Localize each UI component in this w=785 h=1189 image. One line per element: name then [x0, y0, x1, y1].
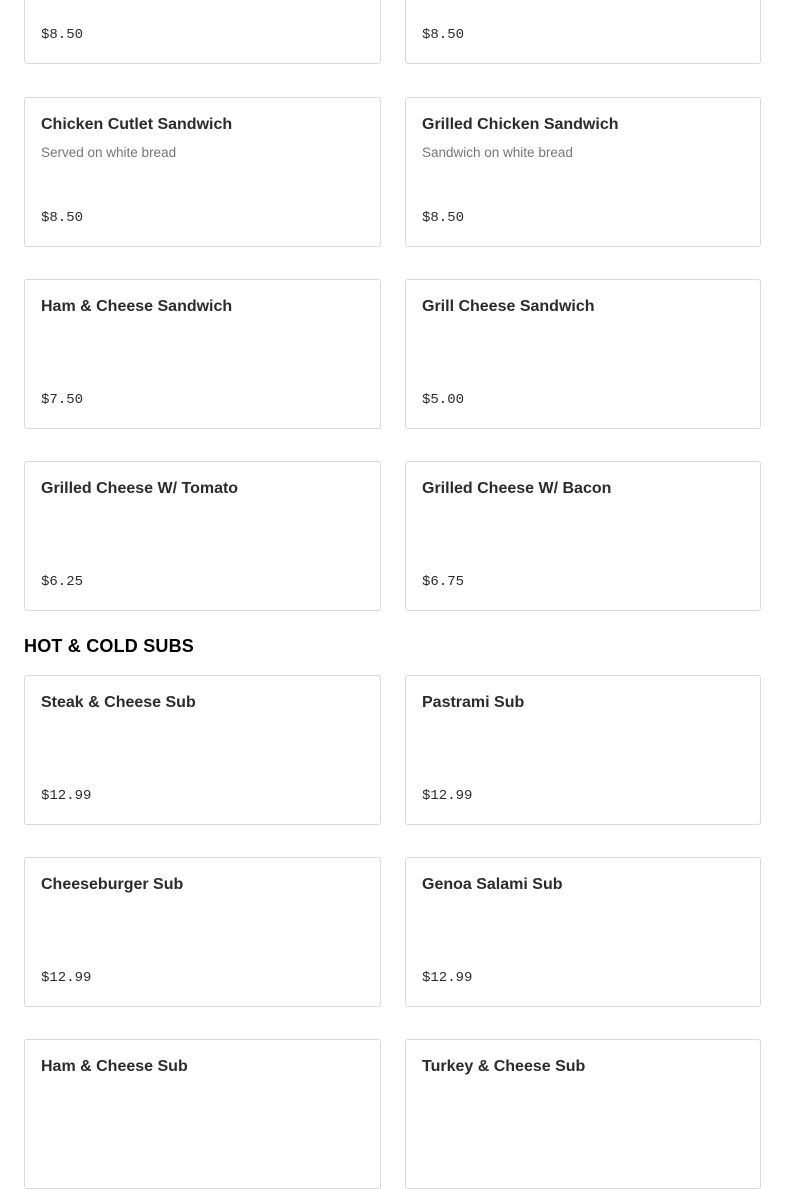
- menu-item-description: Served on white bread: [41, 145, 177, 160]
- menu-item-card[interactable]: [405, 461, 761, 611]
- menu-item-card[interactable]: [405, 0, 761, 64]
- menu-item-name: Ham & Cheese Sub: [41, 1058, 188, 1075]
- menu-item-name: Turkey & Cheese Sub: [422, 1058, 586, 1075]
- menu-item-price: $6.75: [422, 574, 465, 590]
- menu-item-price: $8.50: [422, 210, 465, 226]
- menu-item-price: $12.99: [422, 788, 473, 804]
- menu-item-name: Cheeseburger Sub: [41, 876, 184, 893]
- menu-item-card[interactable]: [405, 279, 761, 429]
- menu-item-card[interactable]: [24, 279, 381, 429]
- menu-item-name: Genoa Salami Sub: [422, 876, 563, 893]
- menu-item-name: Grilled Chicken Sandwich: [422, 116, 619, 133]
- menu-item-name: Chicken Cutlet Sandwich: [41, 116, 233, 133]
- menu-item-card[interactable]: [405, 1039, 761, 1189]
- menu-item-name: Ham & Cheese Sandwich: [41, 298, 233, 315]
- menu-item-name: Grilled Cheese W/ Bacon: [422, 480, 612, 497]
- menu-item-name: Pastrami Sub: [422, 694, 525, 711]
- menu-item-name: Grill Cheese Sandwich: [422, 298, 595, 315]
- menu-item-card[interactable]: [405, 675, 761, 825]
- menu-item-price: $5.00: [422, 392, 465, 408]
- section-heading-subs: HOT & COLD SUBS: [24, 636, 195, 656]
- menu-item-price: $7.50: [41, 392, 84, 408]
- menu-item-card[interactable]: [24, 1039, 381, 1189]
- menu-item-card[interactable]: [405, 857, 761, 1007]
- menu-item-price: $8.50: [422, 27, 465, 43]
- menu-item-name: Grilled Cheese W/ Tomato: [41, 480, 239, 497]
- menu-item-card[interactable]: [24, 0, 381, 64]
- menu-item-card[interactable]: [24, 97, 381, 247]
- menu-item-card[interactable]: [24, 857, 381, 1007]
- menu-item-price: $12.99: [422, 970, 473, 986]
- menu-item-price: $12.99: [41, 970, 92, 986]
- menu-item-price: $12.99: [41, 788, 92, 804]
- menu-item-card[interactable]: [24, 461, 381, 611]
- menu-item-price: $8.50: [41, 27, 84, 43]
- menu-item-name: Steak & Cheese Sub: [41, 694, 196, 711]
- menu-item-price: $8.50: [41, 210, 84, 226]
- menu-item-card[interactable]: [405, 97, 761, 247]
- menu-item-card[interactable]: [24, 675, 381, 825]
- menu-item-description: Sandwich on white bread: [422, 145, 573, 160]
- menu-item-price: $6.25: [41, 574, 84, 590]
